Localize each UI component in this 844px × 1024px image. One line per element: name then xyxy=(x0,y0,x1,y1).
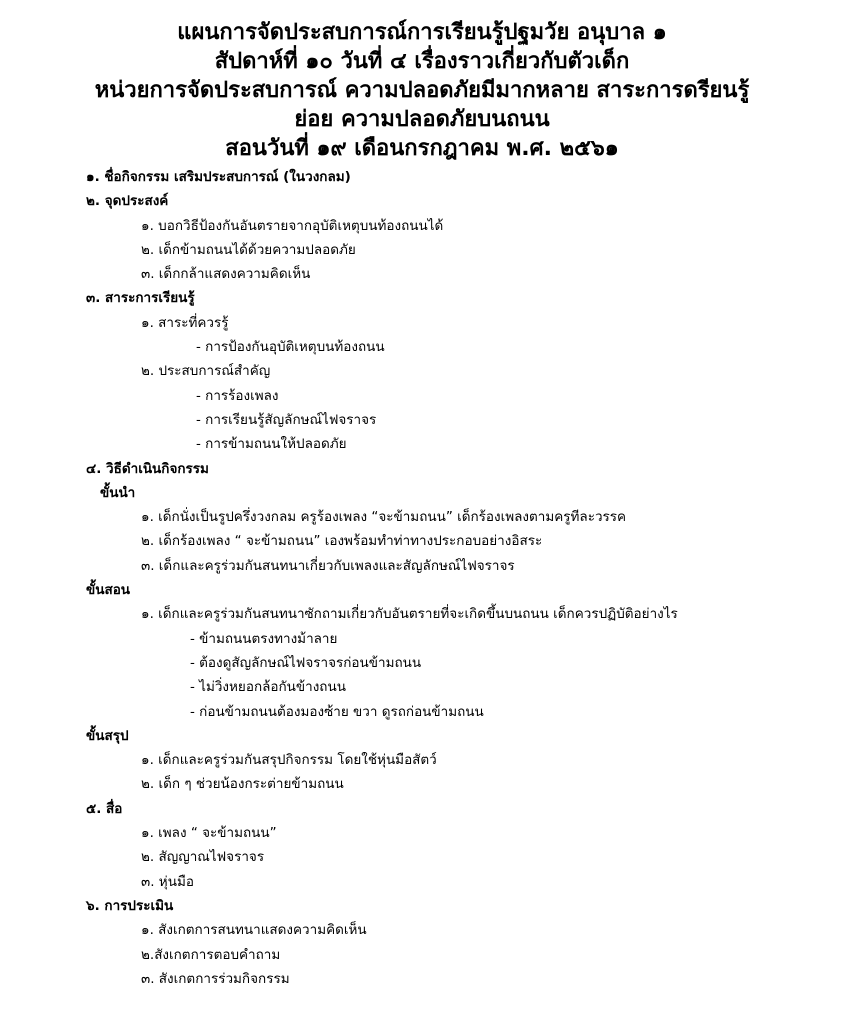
title-line-2: สัปดาห์ที่ ๑๐ วันที่ ๔ เรื่องราวเกี่ยวกับตัวเด็ก xyxy=(214,49,630,74)
section-objectives-heading: ๒. จุดประสงค์ xyxy=(86,193,169,210)
title-line-3: หน่วยการจัดประสบการณ์ ความปลอดภัยมีมากหลาย สาระการดรียนรู้ xyxy=(94,78,750,103)
procedure-summary-item: ๒. เด็ก ๆ ช่วยน้องกระต่ายข้ามถนน xyxy=(141,776,344,793)
document-body xyxy=(86,165,814,991)
document-title xyxy=(0,18,844,163)
media-item: ๑. เพลง “ จะข้ามถนน” xyxy=(141,825,277,842)
section-evaluation-heading: ๖. การประเมิน xyxy=(86,897,174,914)
title-line-1: แผนการจัดประสบการณ์การเรียนรู้ปฐมวัย อนุบาล ๑ xyxy=(177,20,667,45)
evaluation-item: ๓. สังเกตการร่วมกิจกรรม xyxy=(141,970,290,987)
section-media-heading: ๕. สื่อ xyxy=(86,800,123,817)
content-subheading: ๒. ประสบการณ์สำคัญ xyxy=(141,363,271,380)
objective-item: ๒. เด็กข้ามถนนได้ด้วยความปลอดภัย xyxy=(141,241,356,258)
title-line-4: ย่อย ความปลอดภัยบนถนน xyxy=(294,107,550,132)
procedure-teach-subitem: - ต้องดูสัญลักษณ์ไฟจราจรก่อนข้ามถนน xyxy=(190,654,422,671)
content-subitem: - การเรียนรู้สัญลักษณ์ไฟจราจร xyxy=(196,411,377,428)
media-item: ๓. หุ่นมือ xyxy=(141,873,194,890)
section-content-heading: ๓. สาระการเรียนรู้ xyxy=(86,290,195,307)
procedure-teach-subitem: - ไม่วิ่งหยอกล้อกันข้างถนน xyxy=(190,679,346,696)
procedure-teach-heading: ขั้นสอน xyxy=(86,582,131,599)
procedure-intro-item: ๑. เด็กนั่งเป็นรูปครึ่งวงกลม ครูร้องเพลง “จะข้ามถนน” เด็กร้องเพลงตามครูทีละวรรค xyxy=(141,509,627,526)
content-subitem: - การร้องเพลง xyxy=(196,387,279,404)
content-subitem: - การข้ามถนนให้ปลอดภัย xyxy=(196,436,347,453)
procedure-intro-item: ๓. เด็กและครูร่วมกันสนทนาเกี่ยวกับเพลงและสัญลักษณ์ไฟจราจร xyxy=(141,557,515,574)
procedure-teach-subitem: - ข้ามถนนตรงทางม้าลาย xyxy=(190,630,338,647)
procedure-summary-item: ๑. เด็กและครูร่วมกันสรุปกิจกรรม โดยใช้หุ่นมือสัตว์ xyxy=(141,752,437,769)
procedure-summary-heading: ขั้นสรุป xyxy=(86,727,129,744)
evaluation-item: ๒.สังเกตการตอบคำถาม xyxy=(141,946,281,963)
objective-item: ๑. บอกวิธีป้องกันอันตรายจากอุบัติเหตุบนท้องถนนได้ xyxy=(141,217,444,234)
objective-item: ๓. เด็กกล้าแสดงความคิดเห็น xyxy=(141,266,311,283)
content-subheading: ๑. สาระที่ควรรู้ xyxy=(141,314,229,331)
media-item: ๒. สัญญาณไฟจราจร xyxy=(141,849,265,866)
title-line-5: สอนวันที่ ๑๙ เดือนกรกฎาคม พ.ศ. ๒๕๖๑ xyxy=(225,136,619,161)
section-procedure-heading: ๔. วิธีดำเนินกิจกรรม xyxy=(86,460,209,477)
section-activity-heading: ๑. ชื่อกิจกรรม เสริมประสบการณ์ (ในวงกลม) xyxy=(86,169,351,185)
procedure-teach-subitem: - ก่อนข้ามถนนต้องมองซ้าย ขวา ดูรถก่อนข้ามถนน xyxy=(190,703,484,720)
content-subitem: - การป้องกันอุบัติเหตุบนท้องถนน xyxy=(196,339,385,356)
procedure-intro-heading: ขั้นนำ xyxy=(100,484,136,501)
evaluation-item: ๑. สังเกตการสนทนาแสดงความคิดเห็น xyxy=(141,922,367,939)
procedure-teach-item: ๑. เด็กและครูร่วมกันสนทนาซักถามเกี่ยวกับอันตรายที่จะเกิดขึ้นบนถนน เด็กควรปฏิบัติอย่างไร xyxy=(141,606,678,623)
procedure-intro-item: ๒. เด็กร้องเพลง “ จะข้ามถนน” เองพร้อมทำท่าทางประกอบอย่างอิสระ xyxy=(141,533,543,550)
